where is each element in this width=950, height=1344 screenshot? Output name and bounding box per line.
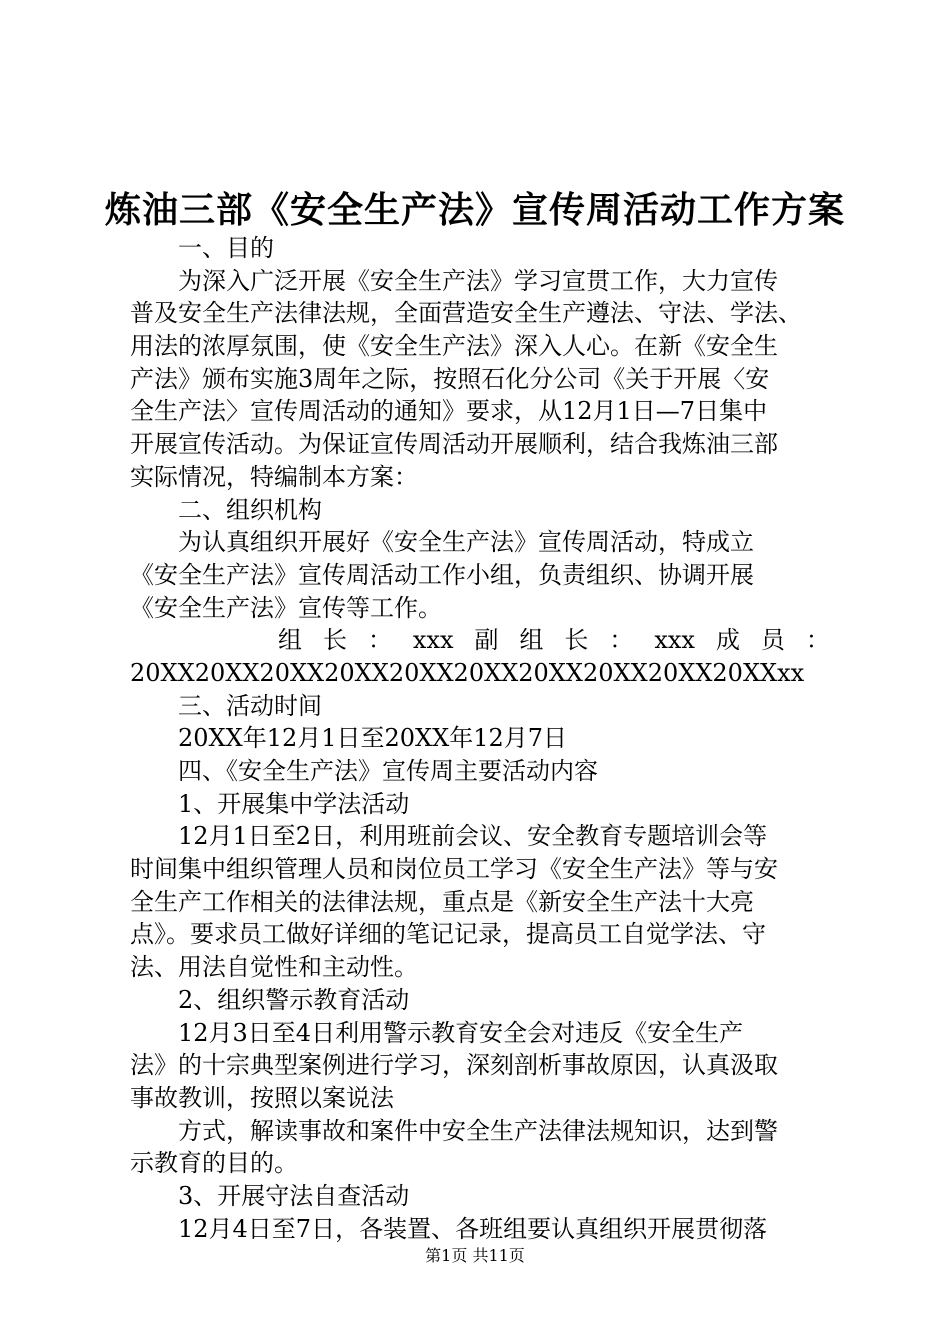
staff-token: xxx bbox=[654, 626, 695, 655]
activity-date-range: 20XX年12月1日至20XX年12月7日 bbox=[178, 724, 568, 753]
subheading-warning: 2、组织警示教育活动 bbox=[178, 985, 410, 1014]
paragraph-line: 开展宣传活动。为保证宣传周活动开展顺利，结合我炼油三部 bbox=[130, 430, 778, 459]
staff-token: 组 bbox=[519, 626, 544, 655]
section-heading-purpose: 一、目的 bbox=[178, 234, 274, 262]
paragraph-line: 时间集中组织管理人员和岗位员工学习《安全生产法》等与安 bbox=[130, 855, 778, 884]
paragraph-line: 《安全生产法》宣传等工作。 bbox=[130, 593, 442, 622]
page-footer: 第1页 共11页 bbox=[425, 1246, 525, 1265]
document-body bbox=[130, 232, 830, 1245]
paragraph-line: 法、用法自觉性和主动性。 bbox=[130, 953, 418, 982]
paragraph-line: 点》。要求员工做好详细的笔记记录，提高员工自觉学法、守 bbox=[130, 920, 766, 949]
subheading-study: 1、开展集中学法活动 bbox=[178, 789, 410, 818]
staff-token: ： bbox=[609, 626, 634, 655]
paragraph-line: 事故教训，按照以案说法 bbox=[130, 1083, 394, 1112]
staff-token: 长 bbox=[564, 626, 589, 655]
paragraph-line: 产法》颁布实施3周年之际，按照石化分公司《关于开展〈安 bbox=[130, 364, 770, 393]
section-heading-time: 三、活动时间 bbox=[178, 691, 322, 720]
staff-token: 副 bbox=[474, 626, 499, 655]
paragraph-line: 全生产工作相关的法律法规，重点是《新安全生产法十大亮 bbox=[130, 887, 754, 916]
paragraph-line: 《安全生产法》宣传周活动工作小组，负责组织、协调开展 bbox=[130, 560, 754, 589]
subheading-selfcheck: 3、开展守法自查活动 bbox=[178, 1181, 410, 1210]
staff-roles-line bbox=[130, 624, 830, 657]
paragraph-line: 用法的浓厚氛围，使《安全生产法》深入人心。在新《安全生 bbox=[130, 332, 778, 361]
paragraph-line: 为认真组织开展好《安全生产法》宣传周活动，特成立 bbox=[178, 528, 754, 557]
staff-token: ： bbox=[367, 626, 392, 655]
staff-token: xxx bbox=[412, 626, 454, 655]
staff-token: 组 bbox=[278, 626, 302, 655]
paragraph-line: 普及安全生产法律法规，全面营造安全生产遵法、守法、学法、 bbox=[130, 299, 802, 328]
paragraph-line: 12月1日至2日，利用班前会议、安全教育专题培训会等 bbox=[178, 822, 768, 851]
staff-members-line: 20XX20XX20XX20XX20XX20XX20XX20XX20XX20XXxx bbox=[130, 658, 805, 687]
staff-token: 长 bbox=[322, 626, 347, 655]
staff-token: ： bbox=[805, 626, 830, 655]
paragraph-line: 方式，解读事故和案件中安全生产法律法规知识，达到警 bbox=[178, 1116, 778, 1145]
staff-token: 员 bbox=[760, 626, 785, 655]
section-heading-content: 四、《安全生产法》宣传周主要活动内容 bbox=[178, 757, 598, 785]
paragraph-line: 12月4日至7日，各装置、各班组要认真组织开展贯彻落 bbox=[178, 1214, 768, 1243]
paragraph-line: 法》的十宗典型案例进行学习，深刻剖析事故原因，认真汲取 bbox=[130, 1051, 778, 1080]
paragraph-line: 实际情况，特编制本方案： bbox=[130, 462, 418, 491]
paragraph-line: 为深入广泛开展《安全生产法》学习宣贯工作，大力宣传 bbox=[178, 266, 778, 295]
document-title: 炼油三部《安全生产法》宣传周活动工作方案 bbox=[104, 189, 845, 231]
paragraph-line: 全生产法〉宣传周活动的通知》要求，从12月1日—7日集中 bbox=[130, 397, 768, 426]
paragraph-line: 示教育的目的。 bbox=[130, 1149, 298, 1178]
staff-token: 成 bbox=[715, 626, 740, 655]
section-heading-organization: 二、组织机构 bbox=[178, 495, 322, 524]
paragraph-line: 12月3日至4日利用警示教育安全会对违反《安全生产 bbox=[178, 1018, 744, 1047]
